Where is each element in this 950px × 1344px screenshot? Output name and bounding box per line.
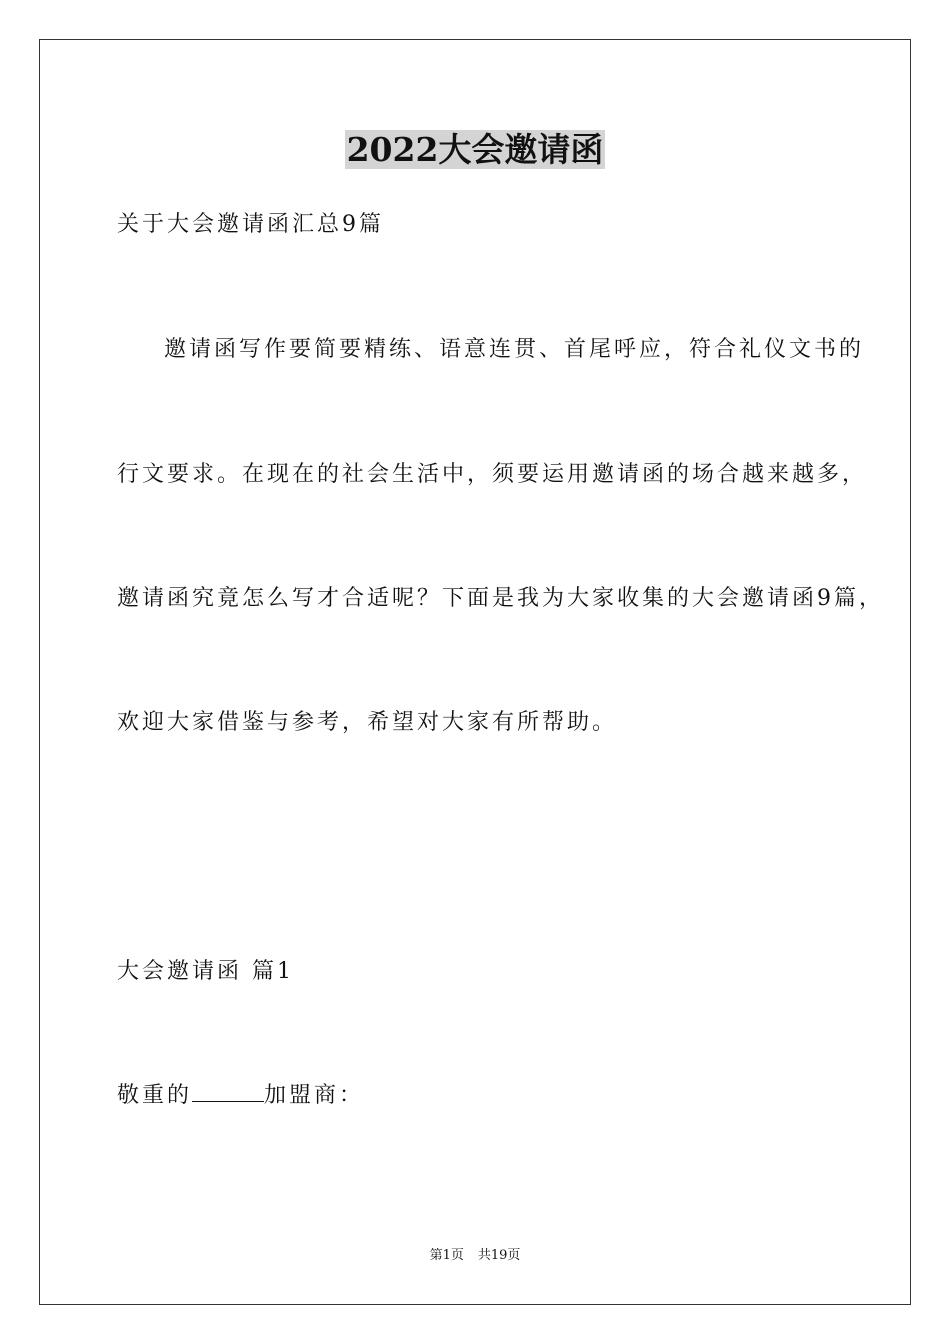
intro-line-1: 邀请函写作要简要精练、语意连贯、首尾呼应，符合礼仪文书的 (164, 337, 865, 362)
fill-in-blank (192, 1081, 264, 1102)
salutation (117, 1081, 364, 1111)
intro-line-4: 欢迎大家借鉴与参考，希望对大家有所帮助。 (117, 710, 618, 735)
intro-line-3: 邀请函究竟怎么写才合适呢？下面是我为大家收集的大会邀请函9篇， (117, 586, 884, 611)
page-total: 共19页 (477, 1248, 521, 1263)
page-current: 第1页 (429, 1248, 464, 1263)
document-title-text: 2022大会邀请函 (346, 130, 604, 169)
page-footer (0, 1247, 950, 1265)
section-heading: 大会邀请函 篇1 (117, 959, 294, 984)
document-title (0, 130, 950, 170)
salutation-suffix: 加盟商： (264, 1083, 365, 1108)
salutation-prefix: 敬重的 (117, 1083, 193, 1108)
document-subtitle: 关于大会邀请函汇总9篇 (117, 212, 384, 237)
intro-line-2: 行文要求。在现在的社会生活中，须要运用邀请函的场合越来越多， (117, 462, 868, 487)
